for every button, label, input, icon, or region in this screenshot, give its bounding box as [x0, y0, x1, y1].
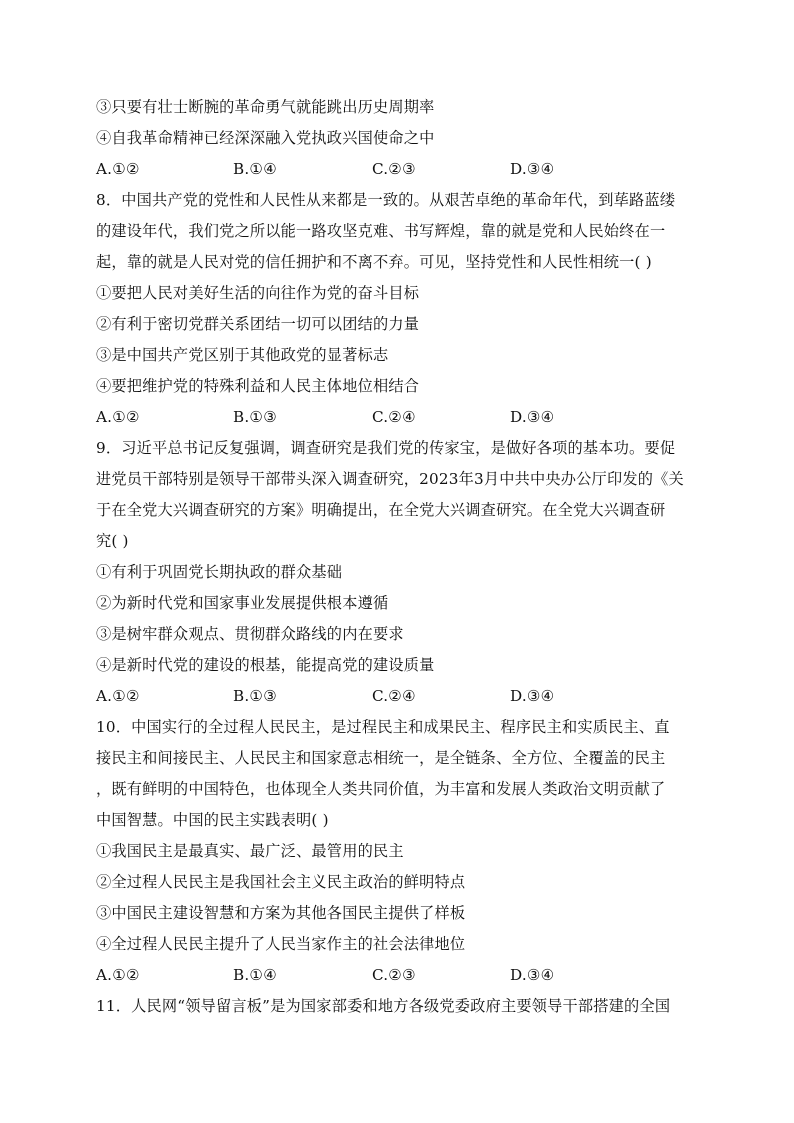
text-line: ④要把维护党的特殊利益和人民主体地位相结合: [96, 377, 420, 395]
answer-option: D.③④: [510, 687, 555, 705]
text-line: ④全过程人民民主提升了人民当家作主的社会法律地位: [96, 935, 466, 953]
answer-option: D.③④: [510, 408, 555, 426]
text-line: 8．中国共产党的党性和人民性从来都是一致的。从艰苦卓绝的革命年代，到荜路蓝缕: [96, 191, 676, 209]
text-line: ③中国民主建设智慧和方案为其他各国民主提供了样板: [96, 904, 466, 922]
answer-option: C.②④: [372, 687, 416, 705]
answer-option: B.①④: [233, 966, 278, 984]
text-line: 9．习近平总书记反复强调，调查研究是我们党的传家宝，是做好各项的基本功。要促: [96, 439, 676, 457]
text-line: ①要把人民对美好生活的向往作为党的奋斗目标: [96, 284, 420, 302]
answer-option: C.②③: [372, 966, 416, 984]
answer-option: C.②③: [372, 160, 416, 178]
answer-option: C.②④: [372, 408, 416, 426]
answer-options: [96, 960, 700, 991]
answer-option: D.③④: [510, 966, 555, 984]
text-line: ①有利于巩固党长期执政的群众基础: [96, 563, 343, 581]
text-line: 的建设年代，我们党之所以能一路攻坚克难、书写辉煌，靠的就是党和人民始终在一: [96, 222, 666, 240]
answer-option: A.①②: [96, 966, 140, 984]
text-line: ③是中国共产党区别于其他政党的显著标志: [96, 346, 389, 364]
text-line: 于在全党大兴调查研究的方案》明确提出，在全党大兴调查研究。在全党大兴调查研: [96, 501, 666, 519]
text-line: 中国智慧。中国的民主实践表明( ): [96, 811, 329, 829]
answer-options: [96, 402, 700, 433]
answer-options: [96, 681, 700, 712]
answer-option: B.①③: [233, 687, 278, 705]
text-line: ③只要有壮士断腕的革命勇气就能跳出历史周期率: [96, 98, 435, 116]
answer-option: A.①②: [96, 408, 140, 426]
text-line: 进党员干部特别是领导干部带头深入调查研究，2023年3月中共中央办公厅印发的《关: [96, 470, 684, 488]
document-page: [96, 92, 700, 1022]
text-line: 究( ): [96, 532, 129, 550]
text-line: ③是树牢群众观点、贯彻群众路线的内在要求: [96, 625, 404, 643]
text-line: 10．中国实行的全过程人民民主，是过程民主和成果民主、程序民主和实质民主、直: [96, 718, 670, 736]
text-line: 接民主和间接民主、人民民主和国家意志相统一，是全链条、全方位、全覆盖的民主: [96, 749, 666, 767]
text-line: ，既有鲜明的中国特色，也体现全人类共同价值，为丰富和发展人类政治文明贡献了: [96, 780, 666, 798]
answer-options: [96, 154, 700, 185]
text-line: ①我国民主是最真实、最广泛、最管用的民主: [96, 842, 404, 860]
text-line: ②全过程人民民主是我国社会主义民主政治的鲜明特点: [96, 873, 466, 891]
text-line: ④是新时代党的建设的根基，能提高党的建设质量: [96, 656, 435, 674]
answer-option: A.①②: [96, 160, 140, 178]
answer-option: D.③④: [510, 160, 555, 178]
answer-option: B.①④: [233, 160, 278, 178]
text-line: ②有利于密切党群关系团结一切可以团结的力量: [96, 315, 420, 333]
answer-option: A.①②: [96, 687, 140, 705]
text-line: 11．人民网“领导留言板”是为国家部委和地方各级党委政府主要领导干部搭建的全国: [96, 997, 671, 1015]
text-line: 起，靠的就是人民对党的信任拥护和不离不弃。可见，坚持党性和人民性相统一( ): [96, 253, 652, 271]
text-line: ④自我革命精神已经深深融入党执政兴国使命之中: [96, 129, 435, 147]
text-line: ②为新时代党和国家事业发展提供根本遵循: [96, 594, 389, 612]
answer-option: B.①③: [233, 408, 278, 426]
